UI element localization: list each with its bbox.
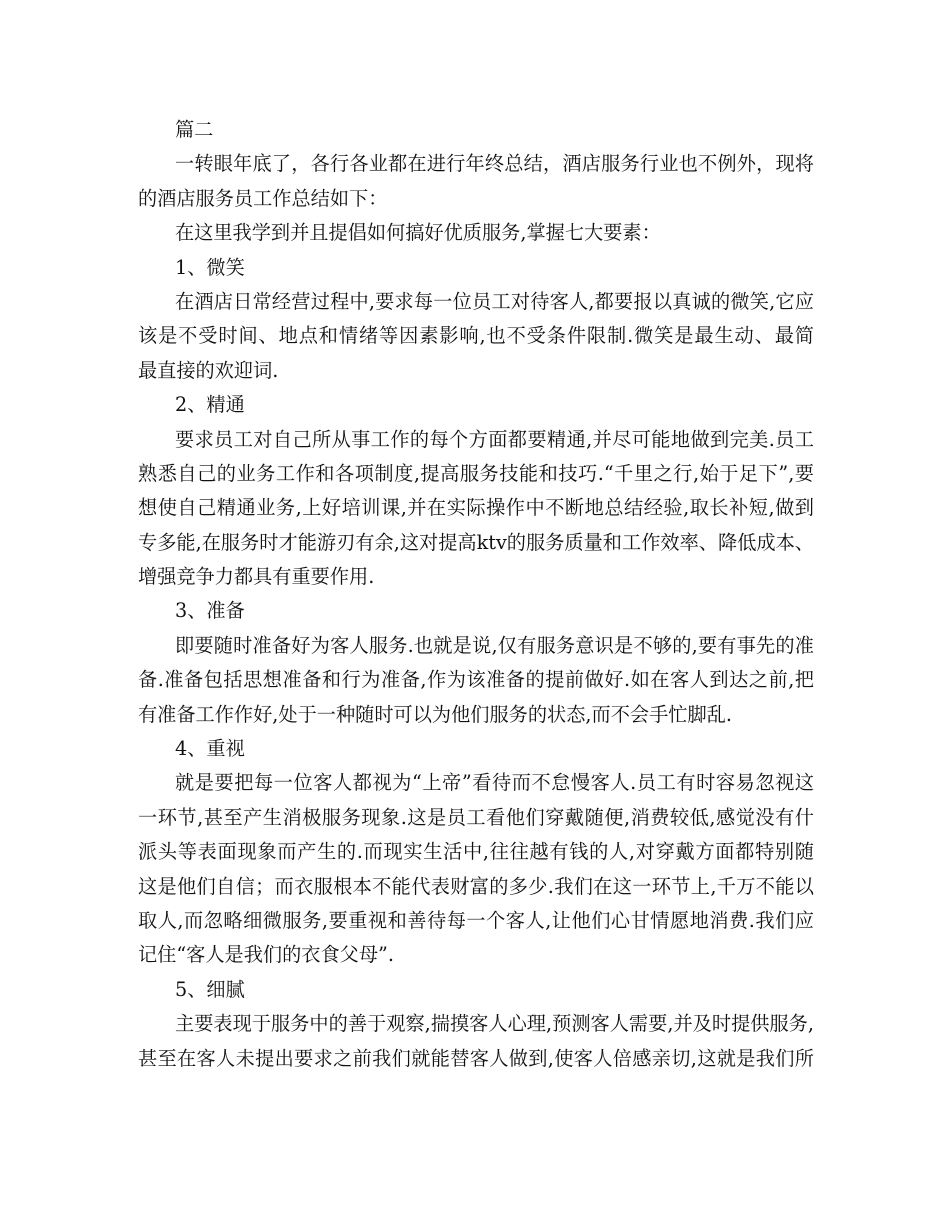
paragraph-line: 取人,而忽略细微服务,要重视和善待每一个客人,让他们心甘情愿地消费.我们应 xyxy=(138,908,814,932)
paragraph-line: 熟悉自己的业务工作和各项制度,提高服务技能和技巧.“千里之行,始于足下”,要 xyxy=(138,461,814,485)
paragraph-line: 主要表现于服务中的善于观察,揣摸客人心理,预测客人需要,并及时提供服务, xyxy=(175,1012,814,1036)
paragraph-line: 专多能,在服务时才能游刃有余,这对提高ktv的服务质量和工作效率、降低成本、 xyxy=(138,530,814,554)
paragraph-line: 在酒店日常经营过程中,要求每一位员工对待客人,都要报以真诚的微笑,它应 xyxy=(175,289,814,313)
section-title: 5、细腻 xyxy=(175,977,245,1001)
document-page xyxy=(138,113,814,1076)
paragraph-line: 增强竞争力都具有重要作用. xyxy=(138,565,375,589)
paragraph-line: 派头等表面现象而产生的.而现实生活中,往往越有钱的人,对穿戴方面都特别随 xyxy=(138,840,814,864)
lead-paragraph: 在这里我学到并且提倡如何搞好优质服务,掌握七大要素： xyxy=(175,221,661,245)
paragraph-line: 有准备工作作好,处于一种随时可以为他们服务的状态,而不会手忙脚乱. xyxy=(138,702,732,726)
paragraph-line: 备.准备包括思想准备和行为准备,作为该准备的提前做好.如在客人到达之前,把 xyxy=(138,668,814,692)
section-title: 1、微笑 xyxy=(175,255,245,279)
paragraph-line: 想使自己精通业务,上好培训课,并在实际操作中不断地总结经验,取长补短,做到 xyxy=(138,496,814,520)
paragraph-line: 记住“客人是我们的衣食父母”. xyxy=(138,943,394,967)
paragraph-line: 即要随时准备好为客人服务.也就是说,仅有服务意识是不够的,要有事先的准 xyxy=(175,633,814,657)
document-heading: 篇二 xyxy=(175,118,214,141)
intro-line: 的酒店服务员工作总结如下： xyxy=(138,186,388,210)
paragraph-line: 甚至在客人未提出要求之前我们就能替客人做到,使客人倍感亲切,这就是我们所 xyxy=(138,1046,814,1070)
paragraph-line: 最直接的欢迎词. xyxy=(138,358,279,382)
paragraph-line: 要求员工对自己所从事工作的每个方面都要精通,并尽可能地做到完美.员工 xyxy=(175,427,814,451)
section-title: 4、重视 xyxy=(175,737,245,761)
intro-line: 一转眼年底了，各行各业都在进行年终总结，酒店服务行业也不例外，现将 xyxy=(175,152,814,176)
section-title: 3、准备 xyxy=(175,599,245,623)
paragraph-line: 一环节,甚至产生消极服务现象.这是员工看他们穿戴随便,消费较低,感觉没有什 xyxy=(138,805,814,829)
paragraph-line: 该是不受时间、地点和情绪等因素影响,也不受条件限制.微笑是最生动、最简 xyxy=(138,324,814,348)
paragraph-line: 这是他们自信；而衣服根本不能代表财富的多少.我们在这一环节上,千万不能以 xyxy=(138,874,814,898)
paragraph-line: 就是要把每一位客人都视为“上帝”看待而不怠慢客人.员工有时容易忽视这 xyxy=(175,771,814,795)
section-title: 2、精通 xyxy=(175,393,245,417)
